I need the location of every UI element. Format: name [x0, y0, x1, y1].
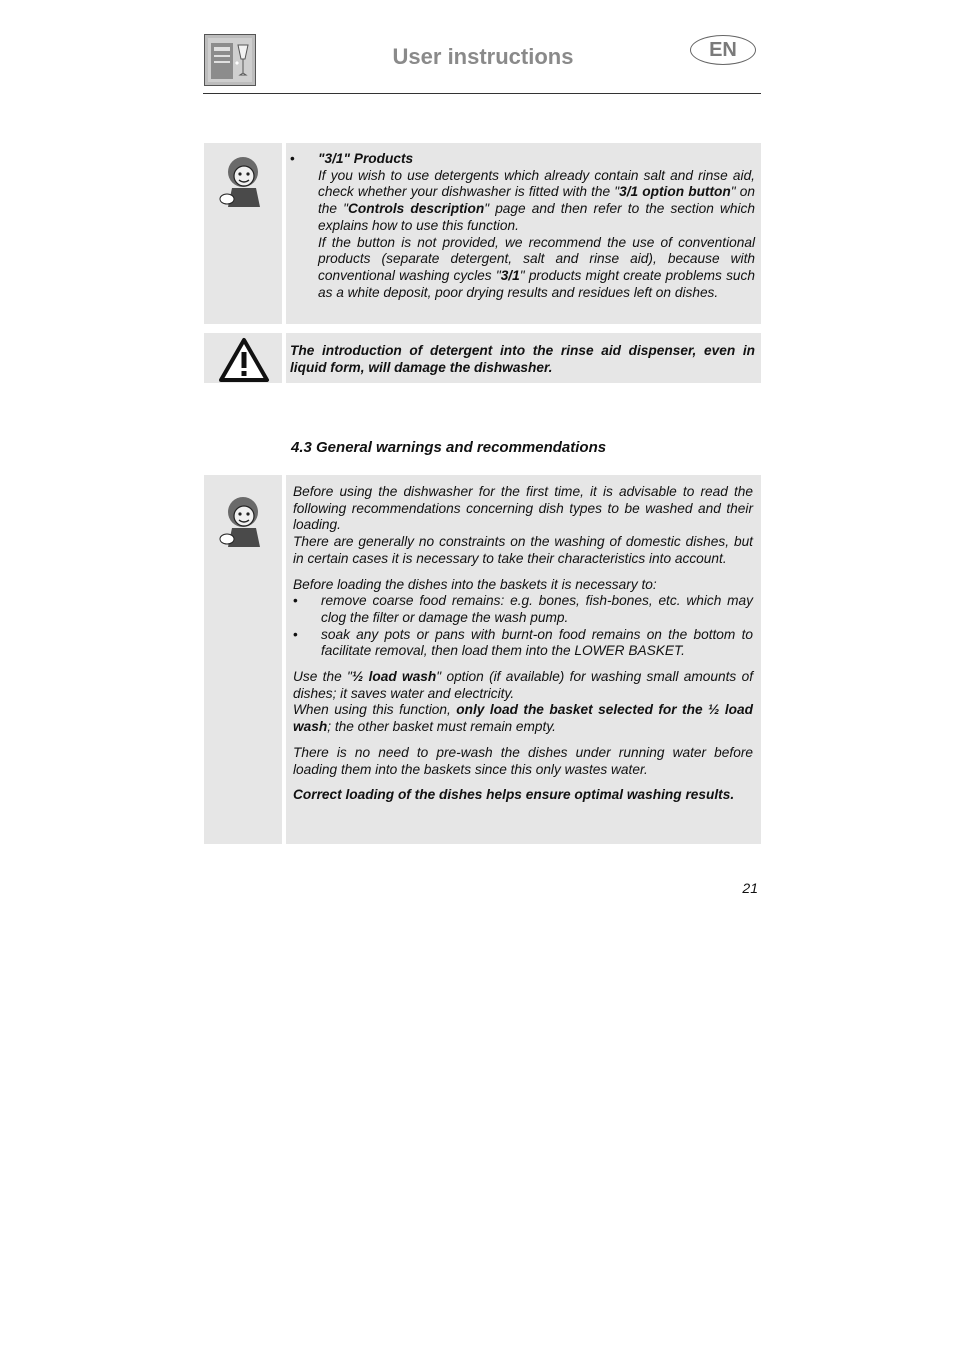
bullet-icon: • — [293, 593, 298, 609]
mascot-icon — [218, 155, 268, 209]
header-divider — [203, 93, 761, 94]
mascot-icon-cell — [204, 143, 282, 324]
general-paragraph-2: There are generally no constraints on the washing of domestic dishes, but in certain cases it is necessary to take their characteristics into account. — [293, 534, 753, 566]
bullet-text: remove coarse food remains: e.g. bones, fish-bones, etc. which may clog the filter or damage the wash pump. — [321, 593, 753, 625]
general-paragraph-6: There is no need to pre-wash the dishes under running water before loading them into the baskets since this only wastes water. — [293, 744, 753, 777]
list-item — [293, 627, 753, 660]
block-31-title: "3/1" Products — [318, 151, 414, 166]
bullet-icon: • — [293, 626, 298, 642]
block-31-products — [286, 143, 761, 324]
general-paragraph-1: Before using the dishwasher for the first time, it is advisable to read the following recommendations concerning dish types to be washed and their loading. — [293, 484, 753, 533]
mascot-icon-cell — [204, 475, 282, 844]
warning-text: The introduction of detergent into the rinse aid dispenser, even in liquid form, will damage the dishwasher. — [290, 343, 755, 375]
general-paragraph-3: Before loading the dishes into the baskets it is necessary to: — [293, 576, 657, 592]
mascot-icon — [218, 495, 268, 549]
page-number: 21 — [742, 880, 758, 896]
list-item — [290, 151, 755, 301]
warning-icon-cell — [204, 333, 282, 383]
bullet-icon: • — [290, 151, 295, 166]
page-title: User instructions — [392, 44, 574, 69]
general-paragraph-4: Use the "½ load wash" option (if available) for washing small amounts of dishes; it saves water and electricity. — [293, 669, 753, 701]
list-item — [293, 593, 753, 626]
general-paragraph-7: Correct loading of the dishes helps ensure optimal washing results. — [293, 787, 735, 803]
general-paragraph-5: When using this function, only load the basket selected for the ½ load wash; the other basket must remain empty. — [293, 702, 753, 735]
general-warnings-box — [286, 475, 761, 844]
warning-triangle-icon — [218, 337, 270, 383]
section-heading: 4.3 General warnings and recommendations — [291, 439, 607, 456]
dishwasher-logo-icon — [204, 34, 256, 86]
language-badge: EN — [690, 35, 756, 65]
warning-box — [286, 333, 761, 383]
bullet-text: soak any pots or pans with burnt-on food remains on the bottom to facilitate removal, then load them into the LOWER BASKET. — [321, 626, 753, 659]
block-31-paragraph-2: If the button is not provided, we recommend the use of conventional products (separate detergent, salt and rinse aid), because with conventional washing cycles "3/1" products might create problems such as a white deposit, poor drying results and residues left on dishes. — [318, 234, 755, 300]
block-31-paragraph-1: If you wish to use detergents which already contain salt and rinse aid, check whether your dishwasher is fitted with the "3/1 option button" on the "Controls description" page and then refer to the section which explains how to use this function. — [318, 167, 755, 233]
